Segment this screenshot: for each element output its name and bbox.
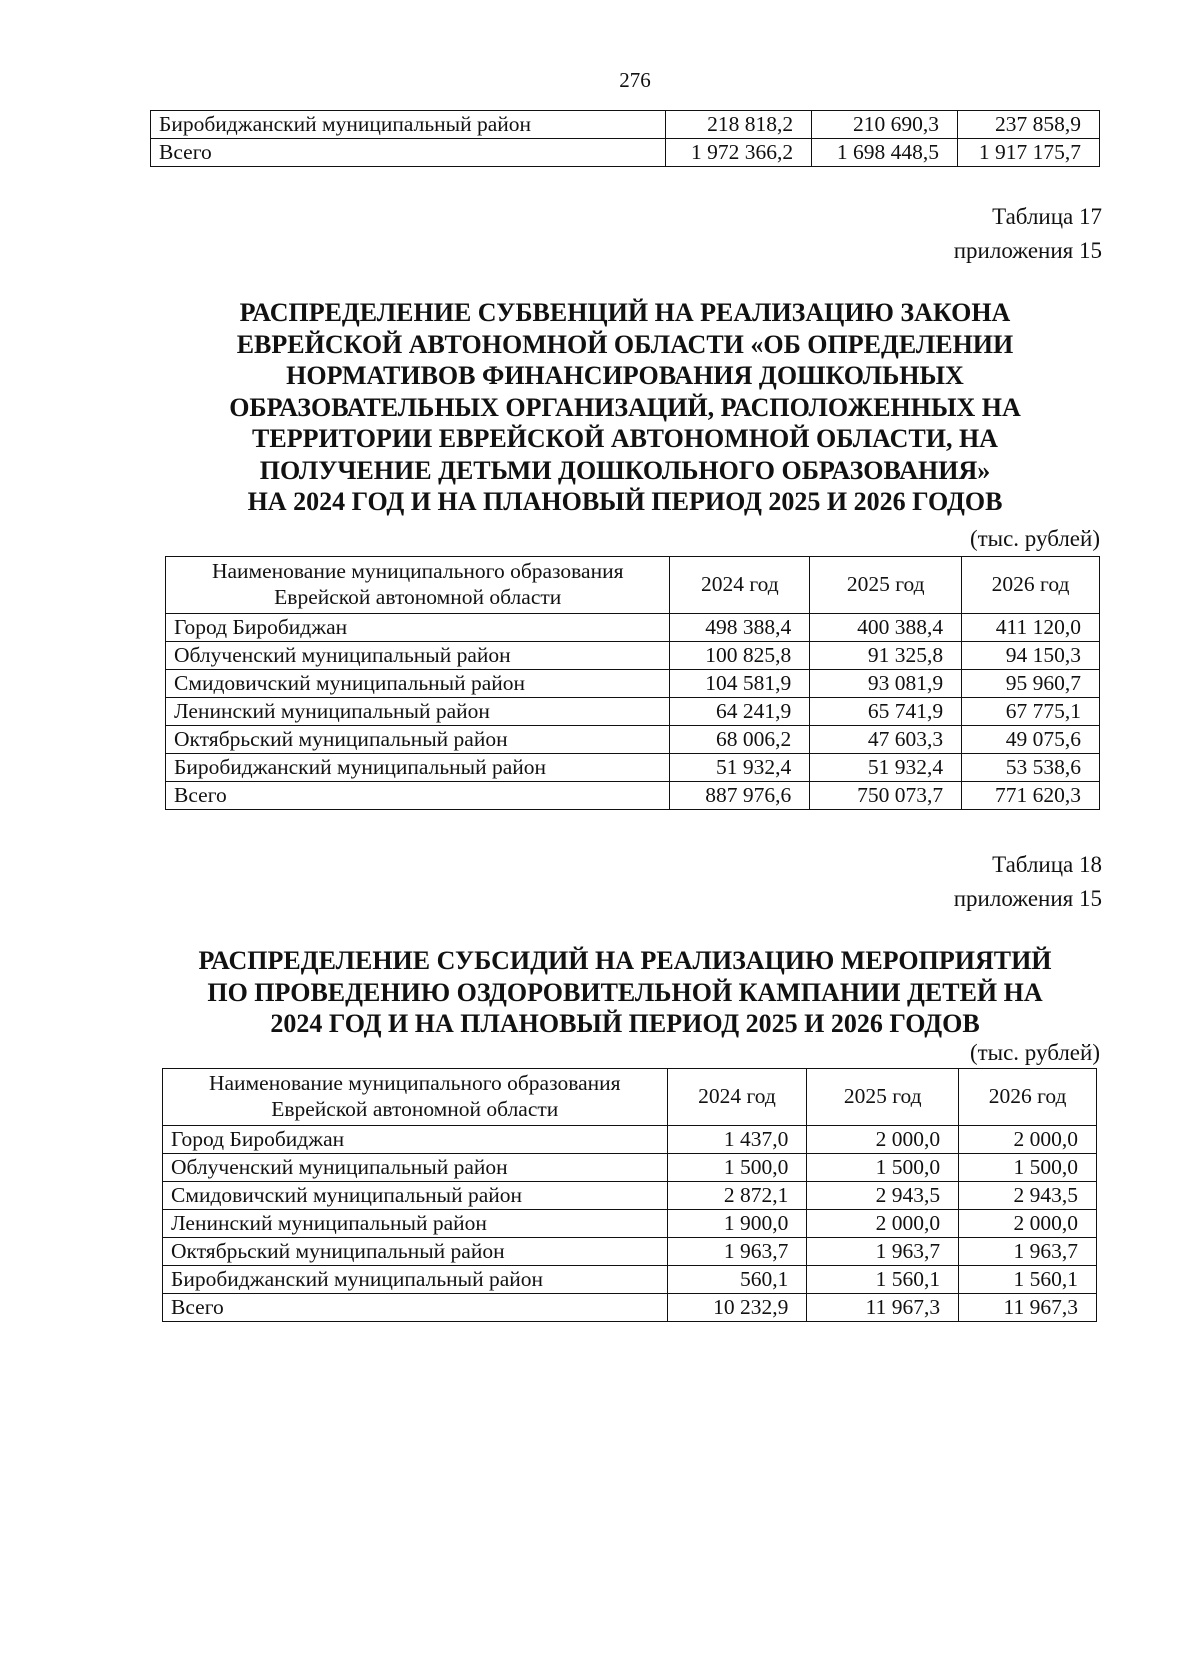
column-header-2024: 2024 год [667, 1069, 807, 1126]
value-2026: 2 000,0 [959, 1210, 1097, 1238]
table-row [166, 614, 1100, 642]
value-2025: 1 963,7 [807, 1238, 959, 1266]
title-line: ЕВРЕЙСКОЙ АВТОНОМНОЙ ОБЛАСТИ «ОБ ОПРЕДЕЛЕНИИ [236, 329, 1014, 359]
value-2024: 51 932,4 [670, 754, 810, 782]
value-2025: 91 325,8 [810, 642, 962, 670]
value-2024: 1 900,0 [667, 1210, 807, 1238]
value-2024: 68 006,2 [670, 726, 810, 754]
table17-caption-number: Таблица 17 [992, 204, 1102, 229]
table-row-total [163, 1294, 1097, 1322]
title-line: 2024 ГОД И НА ПЛАНОВЫЙ ПЕРИОД 2025 И 2026 ГОДОВ [270, 1009, 980, 1038]
table18-caption [954, 848, 1102, 916]
table17 [165, 556, 1100, 810]
column-header-2026: 2026 год [962, 557, 1100, 614]
column-header-2025: 2025 год [810, 557, 962, 614]
value-2025: 400 388,4 [810, 614, 962, 642]
table17-unit: (тыс. рублей) [969, 526, 1100, 551]
row-name: Смидовичский муниципальный район [163, 1182, 668, 1210]
value-2026: 771 620,3 [962, 782, 1100, 810]
value-2024: 1 963,7 [667, 1238, 807, 1266]
table17-caption [954, 200, 1102, 268]
value-2025: 93 081,9 [810, 670, 962, 698]
table-row [163, 1238, 1097, 1266]
table-row-total [166, 782, 1100, 810]
table18-caption-appendix: приложения 15 [953, 886, 1102, 911]
value-2025: 1 698 448,5 [812, 139, 958, 167]
row-name: Всего [163, 1294, 668, 1322]
value-2025: 51 932,4 [810, 754, 962, 782]
table-row [163, 1154, 1097, 1182]
row-name: Биробиджанский муниципальный район [166, 754, 670, 782]
table-row [166, 726, 1100, 754]
value-2026: 49 075,6 [962, 726, 1100, 754]
value-2024: 64 241,9 [670, 698, 810, 726]
value-2024: 218 818,2 [666, 111, 812, 139]
table-row [163, 1266, 1097, 1294]
table-row [166, 698, 1100, 726]
value-2026: 2 000,0 [959, 1126, 1097, 1154]
value-2025: 65 741,9 [810, 698, 962, 726]
table-row [166, 754, 1100, 782]
row-name: Город Биробиджан [163, 1126, 668, 1154]
title-line: ОБРАЗОВАТЕЛЬНЫХ ОРГАНИЗАЦИЙ, РАСПОЛОЖЕННЫХ НА [229, 392, 1021, 422]
value-2025: 47 603,3 [810, 726, 962, 754]
row-name: Облученский муниципальный район [166, 642, 670, 670]
value-2026: 1 963,7 [959, 1238, 1097, 1266]
table18-unit: (тыс. рублей) [969, 1040, 1100, 1065]
table-row [163, 1126, 1097, 1154]
value-2026: 95 960,7 [962, 670, 1100, 698]
value-2026: 411 120,0 [962, 614, 1100, 642]
value-2026: 11 967,3 [959, 1294, 1097, 1322]
value-2025: 2 943,5 [807, 1182, 959, 1210]
row-name: Ленинский муниципальный район [166, 698, 670, 726]
page-number: 276 [619, 68, 651, 92]
value-2024: 100 825,8 [670, 642, 810, 670]
table-header-row [166, 557, 1100, 614]
value-2024: 1 972 366,2 [666, 139, 812, 167]
table18 [162, 1068, 1097, 1322]
row-name: Октябрьский муниципальный район [163, 1238, 668, 1266]
title-line: НОРМАТИВОВ ФИНАНСИРОВАНИЯ ДОШКОЛЬНЫХ [286, 361, 964, 390]
title-line: РАСПРЕДЕЛЕНИЕ СУБСИДИЙ НА РЕАЛИЗАЦИЮ МЕРОПРИЯТИЙ [198, 946, 1052, 975]
value-2025: 210 690,3 [812, 111, 958, 139]
value-2026: 67 775,1 [962, 698, 1100, 726]
column-header-name: Наименование муниципального образования Еврейской автономной области [163, 1069, 668, 1126]
value-2024: 2 872,1 [667, 1182, 807, 1210]
title-line: ПОЛУЧЕНИЕ ДЕТЬМИ ДОШКОЛЬНОГО ОБРАЗОВАНИЯ» [259, 455, 991, 485]
value-2024: 560,1 [667, 1266, 807, 1294]
row-name: Октябрьский муниципальный район [166, 726, 670, 754]
value-2025: 1 560,1 [807, 1266, 959, 1294]
title-line: РАСПРЕДЕЛЕНИЕ СУБВЕНЦИЙ НА РЕАЛИЗАЦИЮ ЗАКОНА [239, 298, 1011, 327]
value-2026: 1 500,0 [959, 1154, 1097, 1182]
row-name: Ленинский муниципальный район [163, 1210, 668, 1238]
value-2025: 1 500,0 [807, 1154, 959, 1182]
table-row [166, 642, 1100, 670]
value-2024: 1 500,0 [667, 1154, 807, 1182]
table18-title [150, 945, 1100, 1040]
value-2025: 11 967,3 [807, 1294, 959, 1322]
table18-caption-number: Таблица 18 [992, 852, 1102, 877]
column-header-2024: 2024 год [670, 557, 810, 614]
value-2026: 1 917 175,7 [958, 139, 1100, 167]
value-2026: 53 538,6 [962, 754, 1100, 782]
table-row [166, 670, 1100, 698]
value-2025: 750 073,7 [810, 782, 962, 810]
value-2025: 2 000,0 [807, 1126, 959, 1154]
value-2024: 10 232,9 [667, 1294, 807, 1322]
table-row [163, 1182, 1097, 1210]
table-header-row [163, 1069, 1097, 1126]
continued-table [150, 110, 1100, 167]
value-2025: 2 000,0 [807, 1210, 959, 1238]
value-2024: 1 437,0 [667, 1126, 807, 1154]
value-2026: 2 943,5 [959, 1182, 1097, 1210]
table17-title [150, 297, 1100, 518]
value-2026: 237 858,9 [958, 111, 1100, 139]
column-header-2026: 2026 год [959, 1069, 1097, 1126]
row-name: Смидовичский муниципальный район [166, 670, 670, 698]
row-name: Облученский муниципальный район [163, 1154, 668, 1182]
column-header-name: Наименование муниципального образования Еврейской автономной области [166, 557, 670, 614]
row-name: Город Биробиджан [166, 614, 670, 642]
title-line: ПО ПРОВЕДЕНИЮ ОЗДОРОВИТЕЛЬНОЙ КАМПАНИИ ДЕТЕЙ НА [207, 977, 1043, 1007]
value-2026: 1 560,1 [959, 1266, 1097, 1294]
table-row [163, 1210, 1097, 1238]
row-name: Всего [151, 139, 666, 167]
value-2024: 104 581,9 [670, 670, 810, 698]
table17-caption-appendix: приложения 15 [953, 238, 1102, 263]
table-row [151, 139, 1100, 167]
column-header-2025: 2025 год [807, 1069, 959, 1126]
title-line: ТЕРРИТОРИИ ЕВРЕЙСКОЙ АВТОНОМНОЙ ОБЛАСТИ, НА [252, 424, 998, 453]
value-2026: 94 150,3 [962, 642, 1100, 670]
value-2024: 887 976,6 [670, 782, 810, 810]
row-name: Биробиджанский муниципальный район [151, 111, 666, 139]
row-name: Всего [166, 782, 670, 810]
value-2024: 498 388,4 [670, 614, 810, 642]
title-line: НА 2024 ГОД И НА ПЛАНОВЫЙ ПЕРИОД 2025 И 2026 ГОДОВ [247, 487, 1003, 516]
row-name: Биробиджанский муниципальный район [163, 1266, 668, 1294]
table-row [151, 111, 1100, 139]
